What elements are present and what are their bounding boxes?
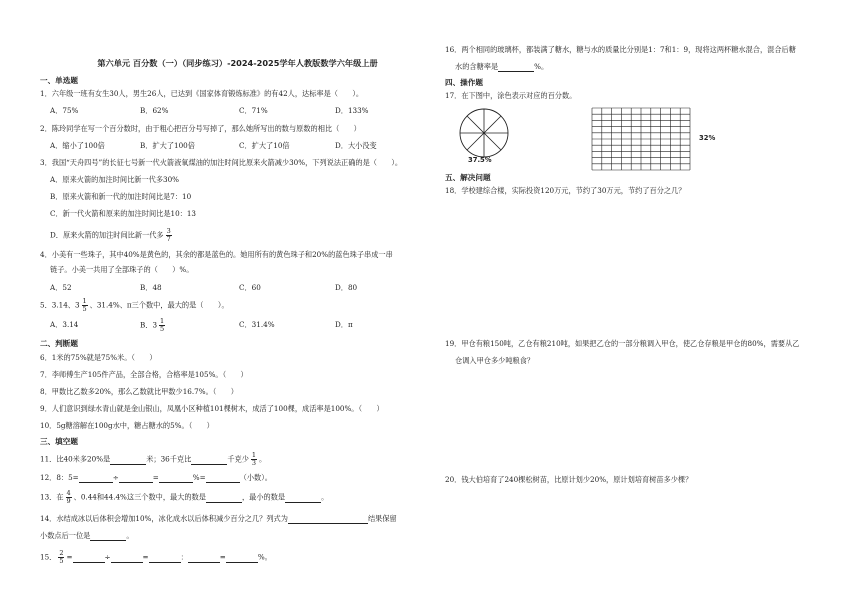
q14-d: 。	[126, 531, 134, 540]
section-word-problems: 五、解决问题	[445, 173, 491, 182]
q15-a: 15．	[40, 552, 57, 562]
fraction-4-9	[66, 490, 72, 505]
q14-a: 14．水结成冰以后体积会增加10%，冰化成水以后体积减少百分之几？列式为	[40, 514, 288, 523]
q12-b: ÷	[112, 473, 119, 482]
q3-option-d-text: D．原来火箭的加注时间比新一代多	[50, 230, 164, 240]
fraction-denominator: 5	[82, 305, 87, 313]
q3-stem: 3．我国“天舟四号”的长征七号新一代火箭液氧煤油的加注时间比原来火箭减少30%，下列说法正确的是（ ）。	[40, 158, 403, 167]
q4-option-d: D．80	[335, 283, 358, 292]
q16-c: %。	[534, 62, 549, 71]
fraction-denominator: 9	[66, 497, 71, 505]
q13-c: ，最小的数是	[241, 492, 286, 502]
fraction-denominator: 3	[251, 459, 257, 467]
q4-option-c: C．60	[239, 283, 261, 292]
q9: 9．人们意识到绿水青山就是金山银山，凤凰小区种植101棵树木，成活了100棵，成活率是100%。（ ）	[40, 404, 384, 413]
q12-blank-4[interactable]	[206, 473, 240, 483]
fraction-denominator: 5	[160, 325, 165, 333]
q17-grid-label: 32%	[699, 134, 716, 142]
q12	[40, 473, 272, 483]
q16-line1: 16．两个相同的玻璃杯，都装满了糖水，糖与水的质量比分别是1：7和1：9，现将这两杯糖水混合，混合后糖	[445, 45, 796, 54]
q5-option-d: D．π	[335, 320, 353, 329]
fraction-numerator: 4	[66, 489, 71, 497]
q12-blank-1[interactable]	[79, 473, 113, 483]
q11-c: 千克少	[227, 454, 249, 464]
section-fill-blank: 三、填空题	[40, 437, 78, 446]
q1-stem: 1．六年级一班有女生30人，男生26人，已达到《国家体育锻炼标准》的有42人，达标率是（ ）。	[40, 89, 364, 98]
fraction-2-5	[58, 550, 64, 565]
q14-blank-1[interactable]	[288, 514, 368, 524]
q8: 8．甲数比乙数多20%，那么乙数就比甲数少16.7%。（ ）	[40, 387, 238, 396]
q13	[40, 490, 328, 505]
q2-option-c: C．扩大了10倍	[239, 141, 290, 150]
section-operation: 四、操作题	[445, 78, 483, 87]
q19-line1: 19．甲仓有粮150吨，乙仓有粮210吨，如果把乙仓的一部分粮调入甲仓，使乙仓存粮是甲仓的80%，需要从乙	[445, 339, 800, 348]
fraction-denominator: 5	[59, 557, 64, 565]
fraction-numerator: 1	[82, 297, 87, 305]
q16-line2	[455, 62, 548, 72]
q15-blank-4[interactable]	[188, 553, 220, 563]
q5-stem-a: 5．3.14、3	[40, 300, 80, 310]
q3-option-b: B．原来火箭和新一代的加注时间比是7：10	[50, 192, 192, 201]
q12-blank-3[interactable]	[159, 473, 193, 483]
q13-blank-1[interactable]	[206, 493, 242, 503]
q15-c: ÷	[104, 552, 111, 562]
q17-hundred-grid[interactable]	[591, 107, 691, 171]
q13-a: 13．在	[40, 492, 64, 502]
q11-e: 。	[259, 454, 267, 464]
section-true-false: 二、判断题	[40, 339, 78, 348]
q5-option-a: A．3.14	[50, 320, 79, 329]
fraction-1-3	[251, 452, 257, 467]
q5-option-b-text: B．3	[140, 320, 158, 330]
q13-b: 、0.44和44.4%这三个数中，最大的数是	[73, 492, 206, 502]
q14-blank-2[interactable]	[90, 531, 126, 541]
q3-option-d	[50, 228, 174, 243]
q1-option-a: A．75%	[50, 106, 79, 115]
q17-stem: 17．在下图中，涂色表示对应的百分数。	[445, 91, 577, 100]
q15	[40, 550, 272, 565]
q5-option-c: C．31.4%	[239, 320, 275, 329]
q11-blank-1[interactable]	[110, 455, 146, 465]
q15-g: =	[219, 552, 226, 562]
q15-blank-1[interactable]	[73, 553, 105, 563]
q4-stem-line2: 链子。小美一共用了全部珠子的（ ）%。	[50, 265, 194, 274]
q12-a: 12．8：5=	[40, 473, 79, 482]
q5-stem	[40, 298, 229, 313]
q14-b: 结果保留	[367, 514, 397, 523]
q16-b: 水的含糖率是	[455, 62, 499, 71]
q2-option-a: A．缩小了100倍	[50, 141, 105, 150]
q2-stem: 2．陈玲同学在写一个百分数时，由于粗心把百分号写掉了，那么她所写出的数与原数的相比（ ）	[40, 124, 361, 133]
q15-f: ：	[180, 552, 188, 562]
q10: 10．5g糖溶解在100g水中，糖占糖水的5%。（ ）	[40, 421, 214, 430]
fraction-numerator: 3	[166, 227, 171, 235]
page-title: 第六单元 百分数（一）（同步练习）-2024-2025学年人教版数学六年级上册	[97, 58, 378, 68]
q7: 7．李师傅生产105件产品，全部合格，合格率是105%。（ ）	[40, 370, 248, 379]
q11-a: 11．比40米多20%是	[40, 454, 111, 464]
fraction-numerator: 2	[59, 549, 64, 557]
q2-option-d: D．大小没变	[335, 141, 377, 150]
q12-c: =	[152, 473, 159, 482]
q15-b: =	[66, 552, 73, 562]
q17-pie-label: 37.5%	[468, 156, 492, 164]
q13-e: 。	[321, 492, 329, 502]
q11-blank-2[interactable]	[191, 455, 227, 465]
q3-option-a: A．原来火箭的加注时间比新一代多30%	[50, 175, 179, 184]
q1-option-c: C．71%	[239, 106, 268, 115]
q6: 6．1米的75%就是75%米。（ ）	[40, 353, 157, 362]
q1-option-b: B．62%	[140, 106, 169, 115]
fraction-1-5	[159, 318, 165, 333]
q14-line2	[40, 531, 134, 541]
q4-stem-line1: 4．小美有一些珠子，其中40%是黄色的，其余的都是蓝色的。她用所有的黄色珠子和20%的蓝色珠子串成一串	[40, 250, 393, 259]
q15-blank-3[interactable]	[149, 553, 181, 563]
q16-blank[interactable]	[498, 62, 534, 72]
fraction-numerator: 1	[251, 451, 257, 459]
q1-option-d: D．133%	[335, 106, 369, 115]
q15-blank-5[interactable]	[226, 553, 258, 563]
q3-option-c: C．新一代火箭和原来的加注时间比是10：13	[50, 209, 196, 218]
q4-option-b: B．48	[140, 283, 162, 292]
q15-e: =	[142, 552, 149, 562]
q20: 20．钱大伯培育了240棵松树苗，比原计划少20%，原计划培育树苗多少棵？	[445, 475, 693, 484]
q17-pie-circle[interactable]	[458, 107, 510, 159]
q11	[40, 452, 266, 467]
q5-stem-b: 、31.4%、π三个数中，最大的是（ ）。	[89, 300, 229, 310]
q14-c: 小数点后一位是	[40, 531, 91, 540]
fraction-3-7	[166, 228, 172, 243]
q18: 18．学校建综合楼，实际投资120万元，节约了30万元，节约了百分之几？	[445, 186, 686, 195]
fraction-denominator: 7	[166, 235, 171, 243]
q12-blank-2[interactable]	[119, 473, 153, 483]
q12-e: （小数）。	[239, 473, 272, 482]
q15-h: %。	[257, 552, 272, 562]
q13-blank-2[interactable]	[285, 493, 321, 503]
fraction-numerator: 1	[160, 317, 165, 325]
q14-line1	[40, 514, 397, 524]
section-single-choice: 一、单选题	[40, 76, 78, 85]
q15-blank-2[interactable]	[111, 553, 143, 563]
q5-option-b	[140, 318, 167, 333]
q19-line2: 仓调入甲仓多少吨粮食？	[455, 356, 535, 365]
q2-option-b: B．扩大了100倍	[140, 141, 195, 150]
q4-option-a: A．52	[50, 283, 72, 292]
q11-b: 米；36千克比	[146, 454, 192, 464]
q12-d: %=	[192, 473, 206, 482]
fraction-1-5	[82, 298, 88, 313]
